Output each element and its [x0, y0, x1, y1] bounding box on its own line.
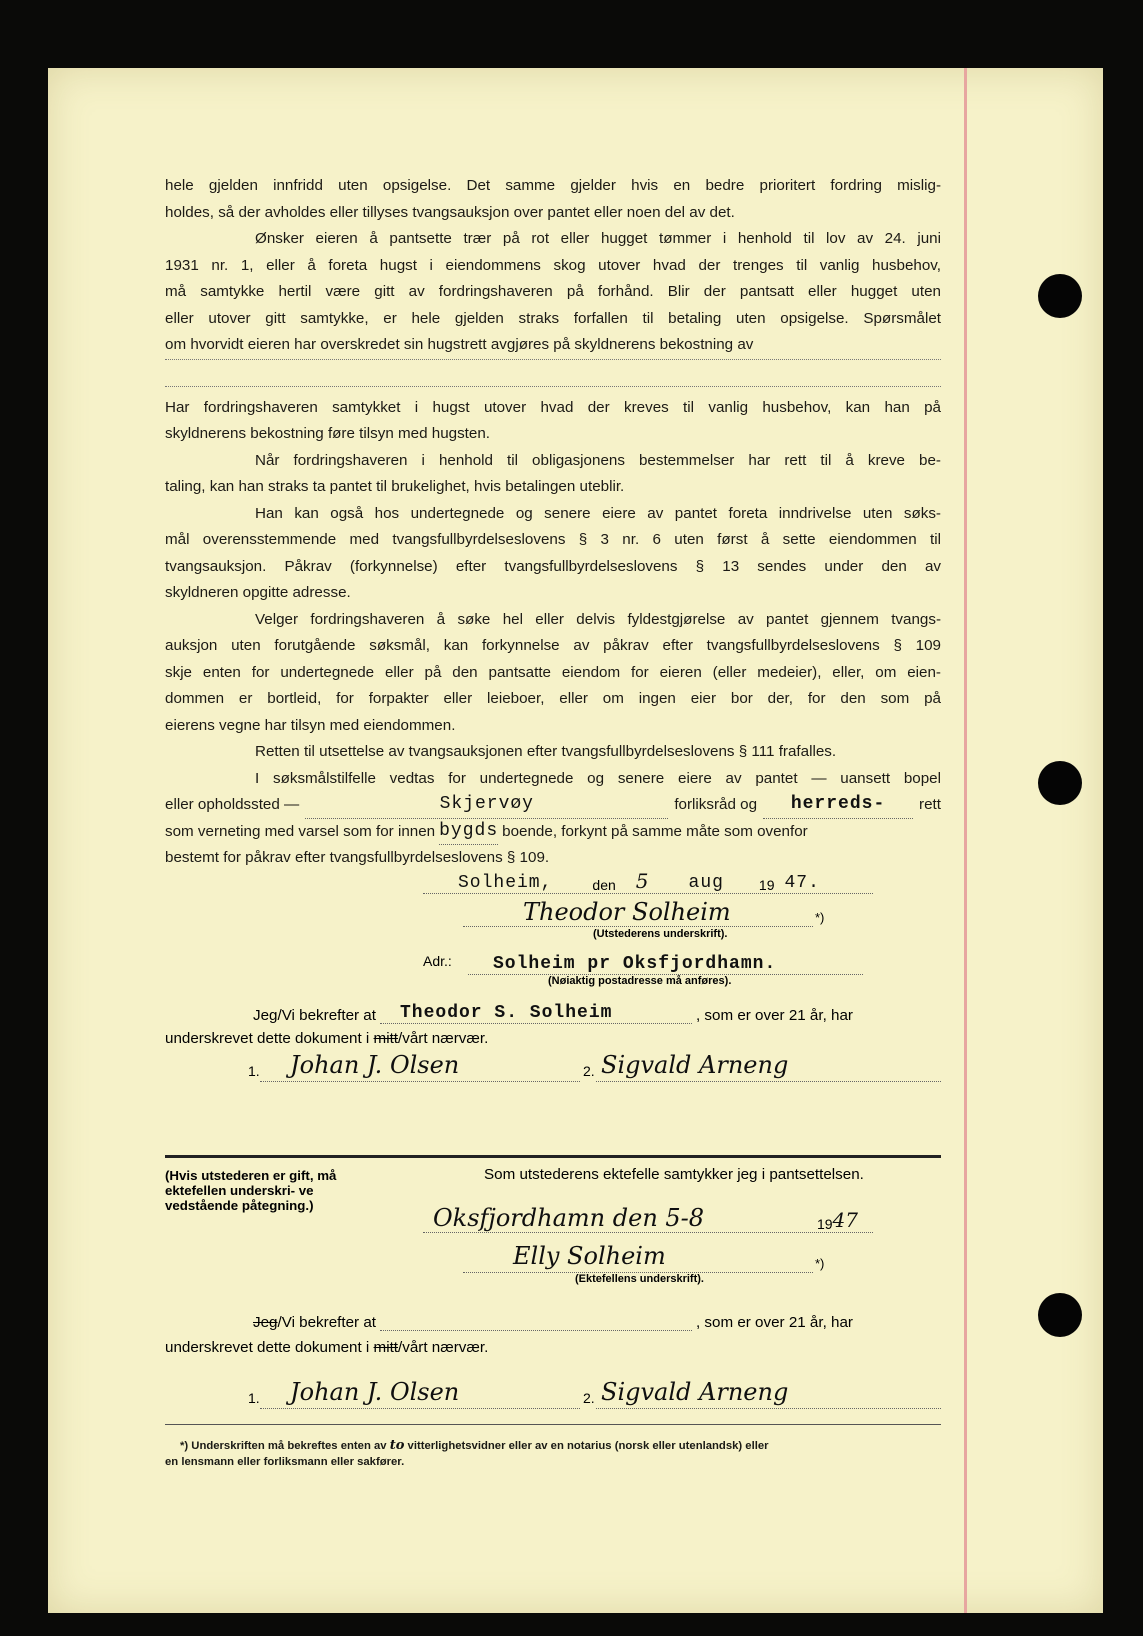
handwritten-number: to [389, 1438, 405, 1453]
text-line: Har fordringshaveren samtykket i hugst utover hvad der kreves til vanlig husbehov, kan han på [165, 398, 941, 416]
witness-signature: Sigvald Arneng [601, 1378, 789, 1406]
issuer-signature: Theodor Solheim [523, 898, 731, 926]
witness-signature-line [596, 1043, 941, 1082]
witness-name-fill [380, 1003, 692, 1024]
text-fragment: underskrevet dette dokument i [165, 1339, 370, 1356]
witness-number: 1. [248, 1390, 260, 1406]
signing-month: aug [688, 873, 724, 893]
issuer-caption: (Utstederens underskrift). [593, 928, 728, 940]
text-line: taling, kan han straks ta pantet til brukelighet, hvis betalingen uteblir. [165, 478, 625, 495]
text-fragment: /vårt nærvær. [398, 1339, 489, 1356]
venue-line-2 [165, 819, 941, 846]
signing-place: Solheim, [458, 873, 553, 893]
principal-name: Theodor S. Solheim [399, 1003, 613, 1023]
spouse-signature-line [463, 1238, 813, 1273]
address-text: Solheim pr Oksfjordhamn. [493, 954, 777, 974]
text-line: auksjon uten forutgående søksmål, kan forkynnelse av påkrav efter tvangsfullbyrdelseslovens § 109 [165, 637, 941, 654]
witness-confirm-line [253, 1312, 853, 1331]
text-fragment: /Vi bekrefter at [277, 1314, 376, 1331]
text-line: 1931 nr. 1, eller å foreta hugst i eiendommens skog utover hvad der trenges til vanlig husbehov, [165, 256, 941, 274]
witness-presence-line [165, 1339, 488, 1356]
witness-signature-line [596, 1368, 941, 1409]
text-line: tvangsauksjon. Påkrav (forkynnelse) efter tvangsfullbyrdelseslovens § 13 sendes under den av [165, 557, 941, 575]
text-fragment: , som er over 21 år, har [695, 1007, 853, 1024]
struck-word: mitt [373, 1030, 399, 1047]
text-fragment: vitterlighetsvidner eller av en notarius (norsk eller utenlandsk) eller [407, 1440, 769, 1452]
bygd-fill [439, 818, 498, 846]
spouse-signature: Elly Solheim [513, 1242, 666, 1270]
venue-line [165, 792, 941, 819]
text-line: holdes, så der avholdes eller tillyses tvangsauksjon over pantet eller noen del av det. [165, 203, 735, 221]
witness-signature-line [260, 1368, 580, 1409]
text-fragment: /vårt nærvær. [398, 1030, 489, 1047]
address-line [468, 946, 863, 975]
bygd-type: bygds [439, 820, 499, 841]
signing-day: 5 [635, 869, 649, 893]
struck-word: mitt [373, 1339, 399, 1356]
spouse-caption: (Ektefellens underskrift). [575, 1273, 704, 1285]
footnote-divider [165, 1424, 941, 1425]
signing-year: 47. [784, 873, 820, 893]
text-line: Han kan også hos undertegnede og senere eiere av pantet foreta inndrivelse uten søks- [255, 504, 941, 522]
document-page [48, 68, 1103, 1613]
spouse-place-date: Oksfjordhamn den 5-8 [433, 1204, 705, 1232]
text-line: om hvorvidt eieren har overskredet sin hugstrett avgjøres på skyldnerens bekostning av [165, 332, 941, 360]
year-prefix: 19 [816, 1216, 833, 1232]
text-line: skyldneren opgitte adresse. [165, 584, 351, 601]
text-line: skyldnerens bekostning føre tilsyn med hugsten. [165, 425, 491, 442]
text-line: eller utover gitt samtykke, er hele gjelden straks forfallen til betaling uten opsigelse. Spørsmålet [165, 309, 941, 327]
text-line: bestemt for påkrav efter tvangsfullbyrdelseslovens § 109. [165, 849, 550, 866]
witness-confirm-line [253, 1003, 853, 1024]
punch-hole [1038, 274, 1082, 318]
text-line: hele gjelden innfridd uten opsigelse. Det samme gjelder hvis en bedre prioritert fordring mislig- [165, 177, 941, 194]
footnote [165, 1438, 941, 1470]
footnote-line [165, 1438, 941, 1454]
spouse-year: 47 [832, 1208, 858, 1232]
struck-word: Jeg [253, 1314, 278, 1331]
year-prefix: 19 [758, 877, 775, 893]
den-label: den [592, 877, 616, 893]
text-fragment: boende, forkynt på samme måte som ovenfor [502, 822, 808, 840]
text-line: Retten til utsettelse av tvangsauksjonen efter tvangsfullbyrdelseslovens § 111 frafalles. [255, 743, 837, 760]
punch-hole [1038, 1293, 1082, 1337]
spouse-date-line [423, 1198, 873, 1233]
text-line: mål overensstemmende med tvangsfullbyrdelseslovens § 3 nr. 6 uten først å sette eiendommen til [165, 531, 941, 548]
punch-hole [1038, 761, 1082, 805]
section-divider [165, 1155, 941, 1158]
text-line: må samtykke hertil være gitt av fordringshaveren på forhånd. Blir der pantsatt eller hugget uten [165, 283, 941, 300]
date-line [423, 863, 873, 894]
court-type: herreds- [790, 794, 886, 814]
text-fragment: , som er over 21 år, har [695, 1314, 853, 1331]
witness-number: 2. [583, 1390, 595, 1406]
venue-fill [305, 791, 668, 819]
text-fragment: Jeg/Vi bekrefter at [253, 1007, 376, 1024]
body-text [165, 173, 941, 872]
address-caption: (Nøiaktig postadresse må anføres). [548, 975, 732, 987]
witness-number: 2. [583, 1063, 595, 1079]
witness-signature: Johan J. Olsen [290, 1051, 460, 1079]
adr-label: Adr.: [423, 953, 452, 969]
witness-signature-line [260, 1043, 580, 1082]
spouse-consent: Som utstederens ektefelle samtykker jeg i pantsettelsen. [484, 1166, 864, 1183]
text-fragment: rett [919, 796, 941, 813]
margin-line [964, 68, 967, 1613]
footnote-mark: *) [815, 1256, 825, 1271]
text-line: Når fordringshaveren i henhold til obligasjonens bestemmelser har rett til å kreve be- [255, 451, 941, 469]
court-fill [763, 791, 913, 819]
text-line: dommen er bortleid, for forpakter eller leieboer, eller om ingen eier bor der, for den som på [165, 690, 941, 707]
footnote-line: en lensmann eller forliksmann eller sakfører. [165, 1456, 405, 1468]
witness-number: 1. [248, 1063, 260, 1079]
text-line: Velger fordringshaveren å søke hel eller delvis fyldestgjørelse av pantet gjennem tvangs- [255, 610, 941, 628]
spouse-note: (Hvis utstederen er gift, må ektefellen underskri- ve vedstående påtegning.) [165, 1168, 337, 1213]
text-fragment: forliksråd og [674, 796, 758, 813]
witness-name-fill [380, 1312, 692, 1331]
text-fragment: som verneting med varsel som for innen [165, 822, 436, 840]
text-fragment: *) Underskriften må bekreftes enten av [180, 1440, 387, 1452]
text-line: I søksmålstilfelle vedtas for undertegnede og senere eiere av pantet — uansett bopel [255, 769, 941, 787]
footnote-mark: *) [815, 910, 825, 925]
text-fragment: underskrevet dette dokument i [165, 1030, 370, 1047]
witness-signature: Johan J. Olsen [290, 1378, 460, 1406]
issuer-signature-line [463, 896, 813, 927]
text-line: skje enten for undertegnede eller på den pantsatte eiendom for eieren (eller medeier), eller, om eien- [165, 663, 941, 681]
venue-place: Skjervøy [439, 794, 534, 814]
witness-signature: Sigvald Arneng [601, 1051, 789, 1079]
text-line: eierens vegne har tilsyn med eiendommen. [165, 716, 456, 734]
text-line: Ønsker eieren å pantsette trær på rot eller hugget tømmer i henhold til lov av 24. juni [255, 230, 941, 247]
text-fragment: eller opholdssted — [165, 796, 300, 813]
blank-dotted-line [165, 360, 941, 387]
